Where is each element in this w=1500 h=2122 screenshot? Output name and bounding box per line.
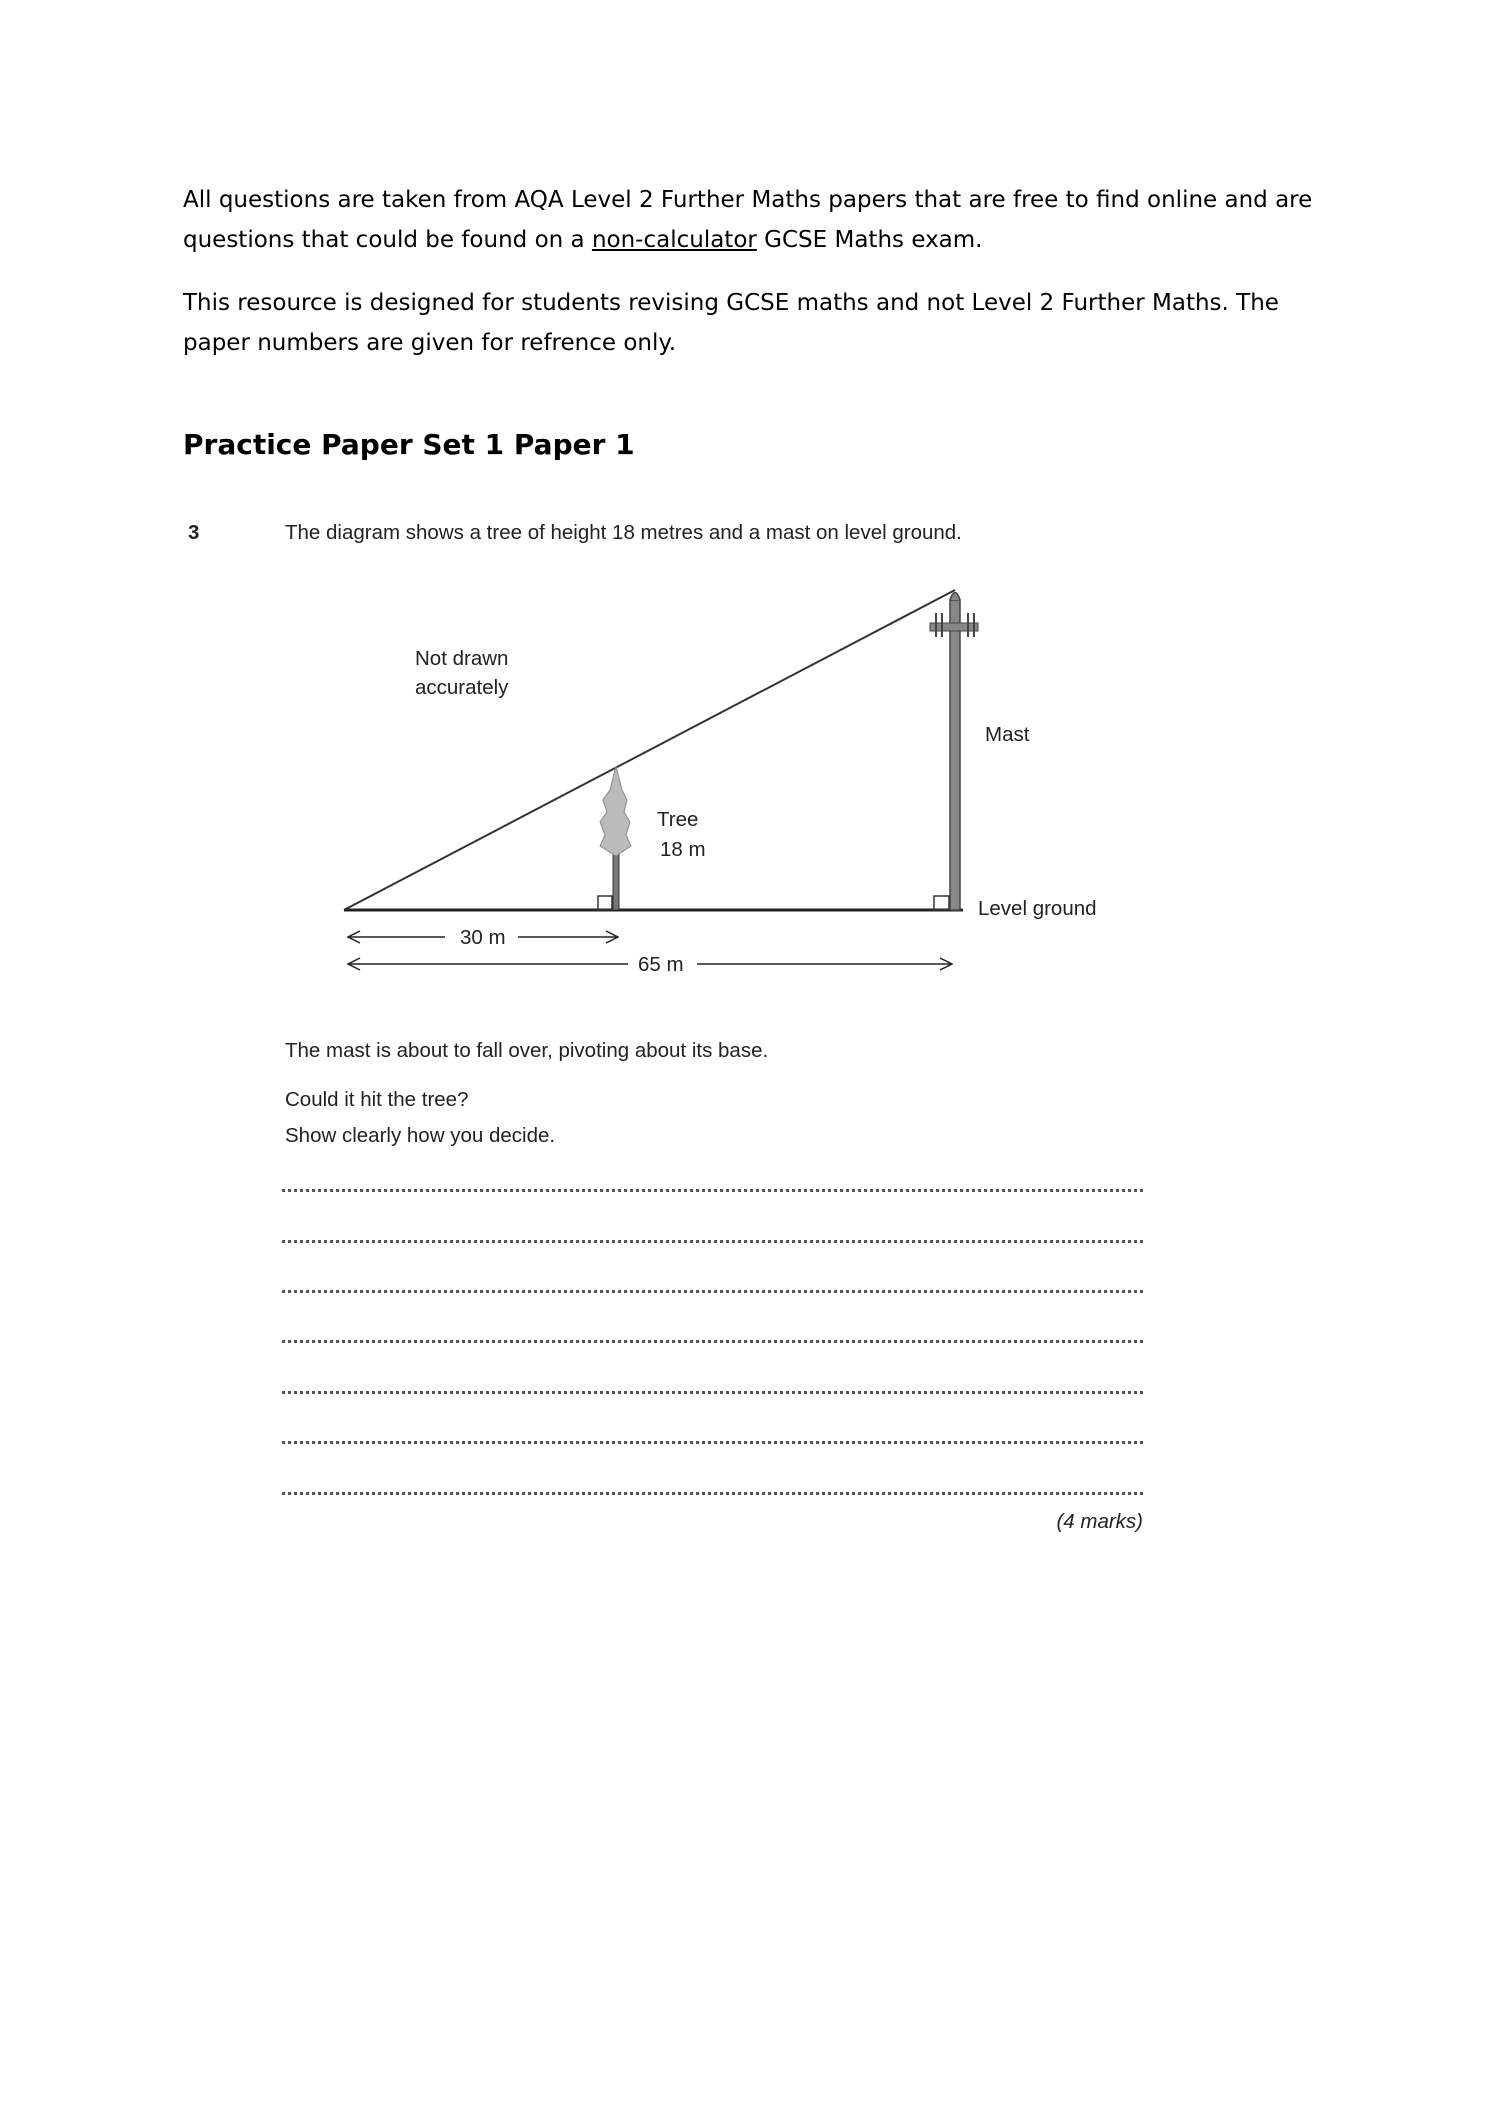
intro-text: GCSE Maths exam. (756, 227, 983, 253)
mast-icon (930, 593, 978, 911)
intro-paragraph-2: This resource is designed for students revising GCSE maths and not Level 2 Further Maths. The paper numbers are given for refrence only. (183, 290, 1279, 356)
answer-line[interactable] (282, 1189, 1143, 1192)
question-number: 3 (188, 521, 200, 544)
question-line: The mast is about to fall over, pivoting about its base. (285, 1039, 769, 1062)
right-angle-tree (598, 896, 612, 910)
mast-label: Mast (985, 723, 1030, 746)
underlined-term: non-calculator (591, 227, 757, 253)
answer-line[interactable] (282, 1240, 1143, 1243)
tree-height-label: 18 m (660, 838, 706, 861)
question-line: Show clearly how you decide. (285, 1124, 556, 1147)
right-angle-mast (934, 896, 949, 910)
distance-65m-label: 65 m (638, 953, 684, 976)
answer-line[interactable] (282, 1391, 1143, 1394)
section-heading: Practice Paper Set 1 Paper 1 (183, 428, 635, 461)
answer-line[interactable] (282, 1340, 1143, 1343)
ground-label: Level ground (978, 897, 1097, 920)
not-drawn-note: accurately (415, 676, 509, 699)
question-stem: The diagram shows a tree of height 18 metres and a mast on level ground. (285, 521, 962, 544)
answer-line[interactable] (282, 1290, 1143, 1293)
tree-icon (600, 766, 631, 910)
tree-label: Tree (657, 808, 699, 831)
hypotenuse-line (344, 590, 955, 910)
answer-line[interactable] (282, 1441, 1143, 1444)
not-drawn-note: Not drawn (415, 647, 509, 670)
intro-text: All questions are taken from AQA Level 2 Further Maths papers that are free to find online and are questions that could be found on a (183, 187, 1313, 253)
marks-label: (4 marks) (1056, 1510, 1143, 1533)
distance-30m-label: 30 m (460, 926, 506, 949)
answer-line[interactable] (282, 1492, 1143, 1495)
question-line: Could it hit the tree? (285, 1088, 469, 1111)
